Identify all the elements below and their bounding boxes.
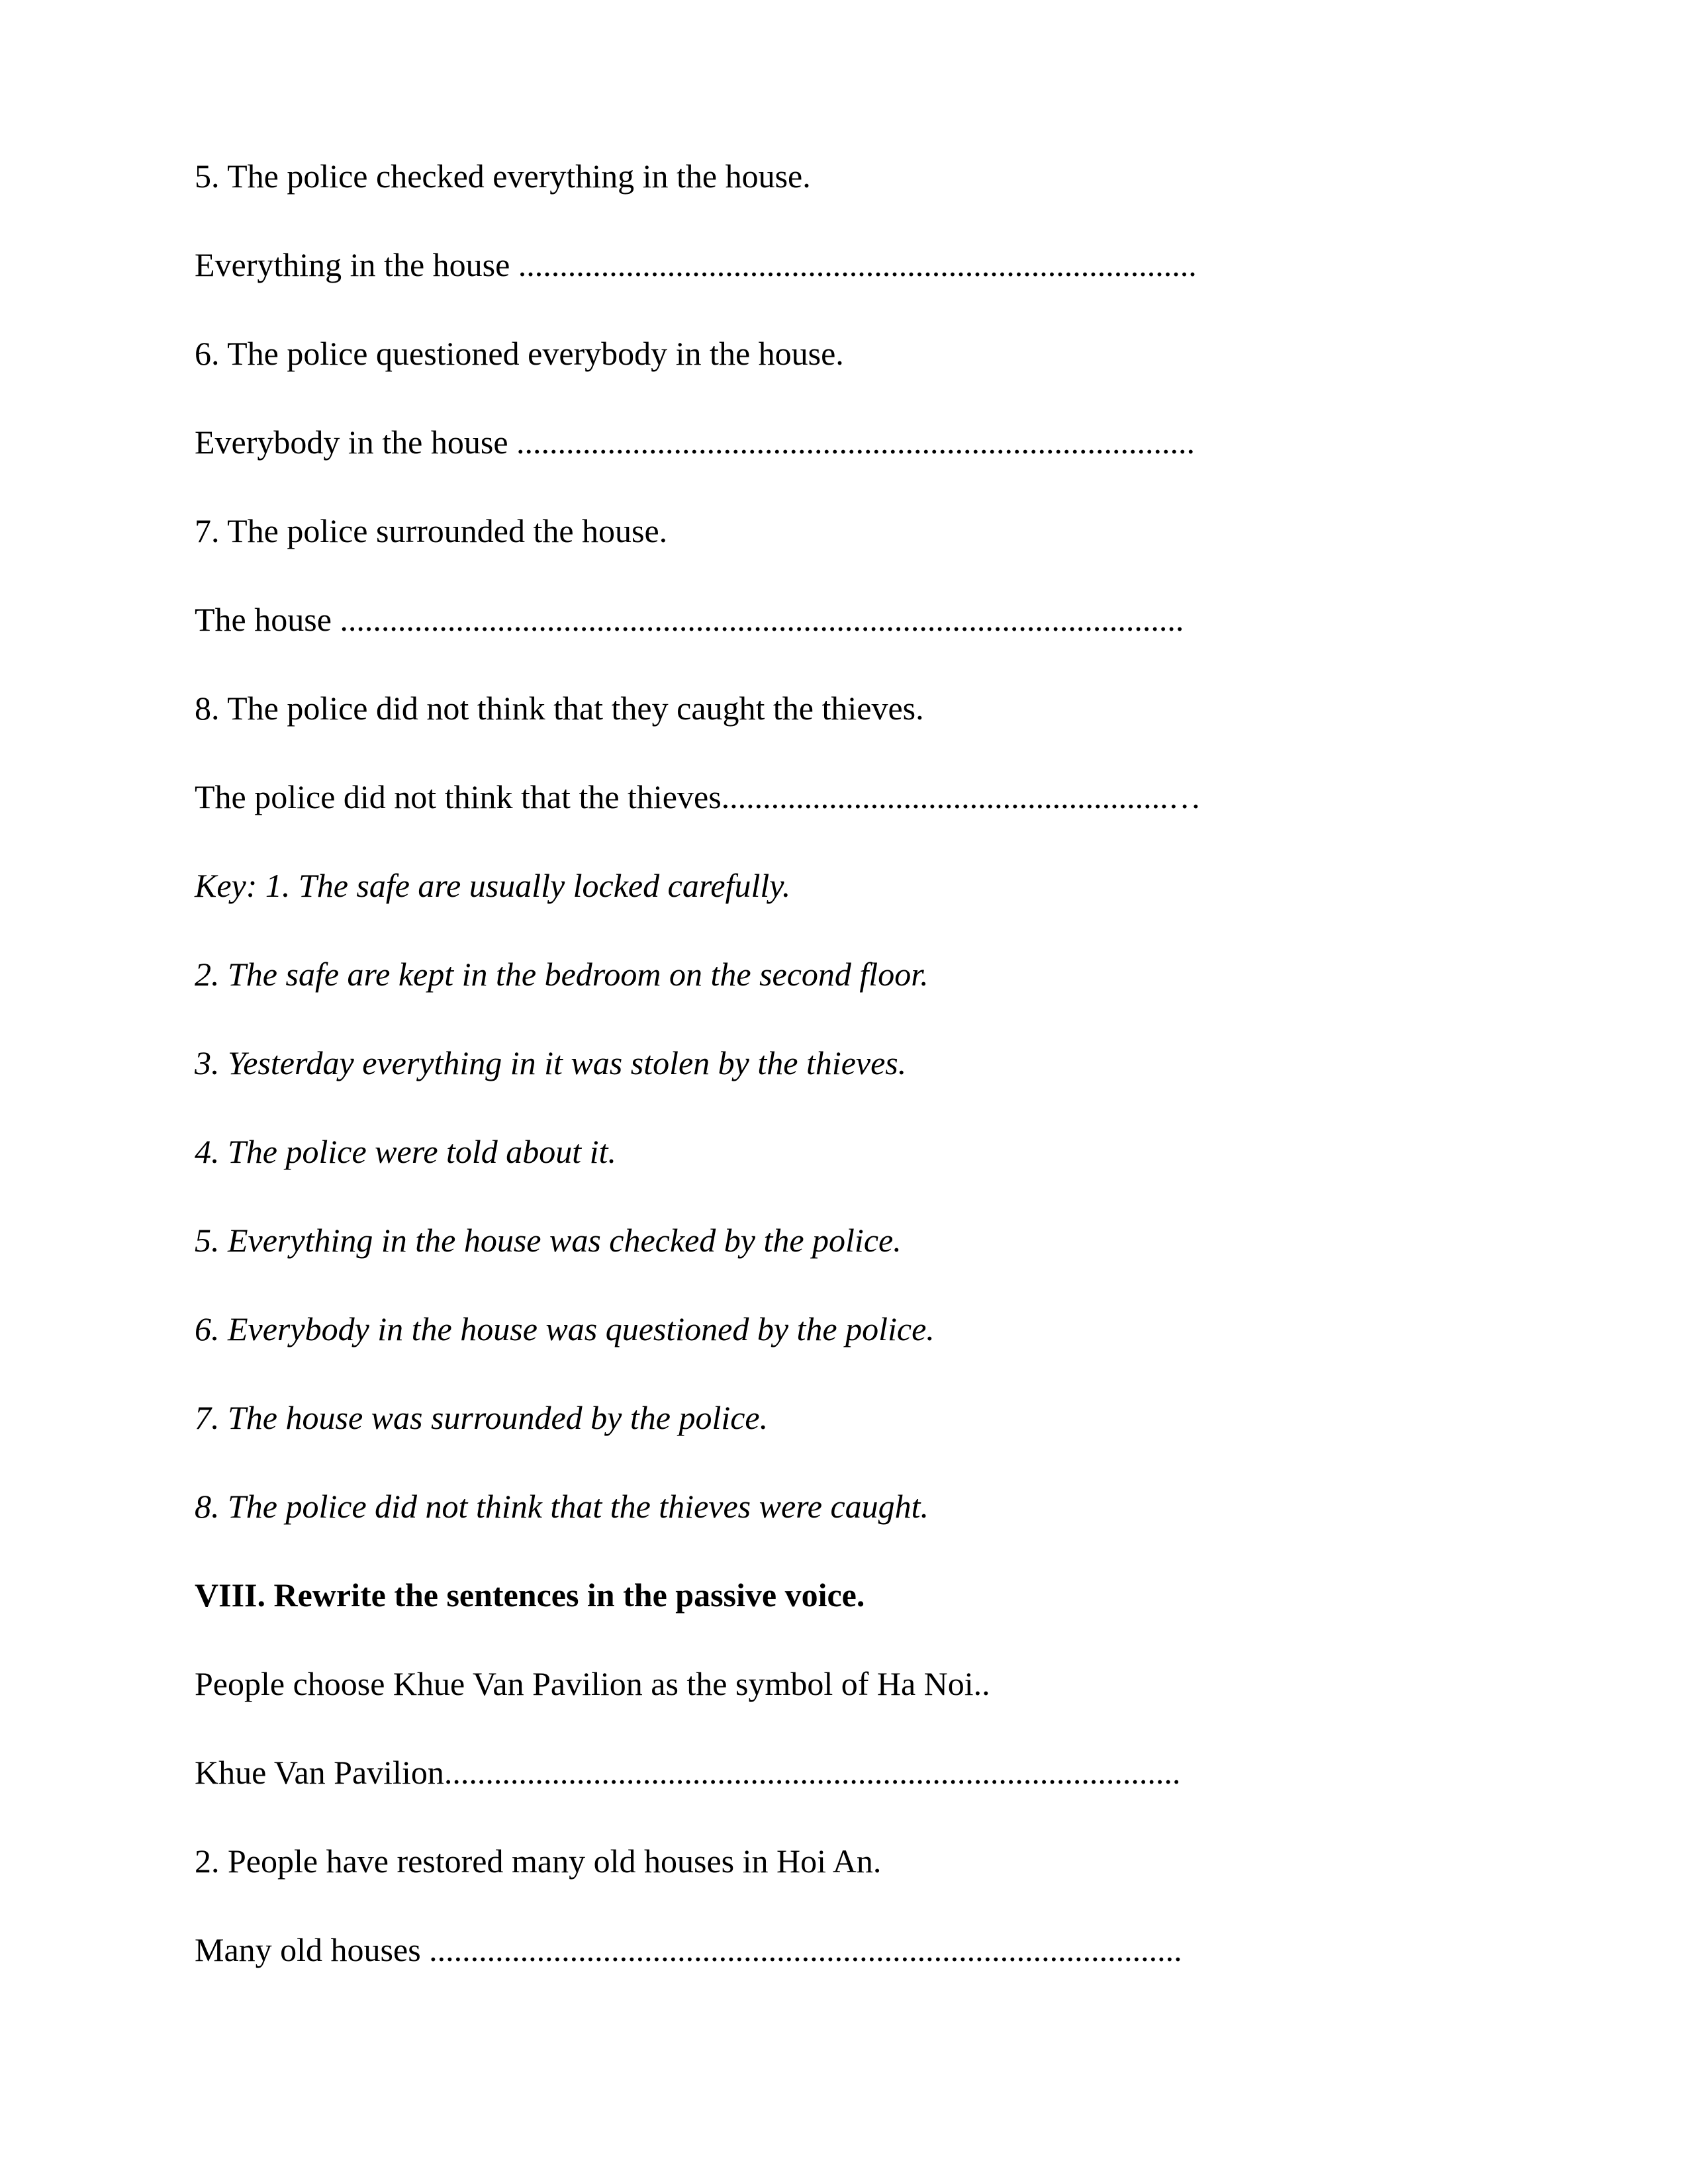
viii-answer-line-2: Many old houses ........................................................................................... bbox=[195, 1931, 1182, 1968]
answer-line-5: Everything in the house .................................................................................. bbox=[195, 246, 1197, 283]
question-8: 8. The police did not think that they caught the thieves. bbox=[195, 690, 924, 727]
answer-line-6: Everybody in the house .................................................................................. bbox=[195, 424, 1196, 461]
viii-answer-line-1: Khue Van Pavilion......................................................................................... bbox=[195, 1754, 1181, 1791]
question-7: 7. The police surrounded the house. bbox=[195, 512, 668, 549]
key-line-4: 4. The police were told about it. bbox=[195, 1133, 616, 1170]
key-line-6: 6. Everybody in the house was questioned by the police. bbox=[195, 1310, 935, 1347]
key-line-7: 7. The house was surrounded by the police. bbox=[195, 1399, 769, 1436]
key-line-2: 2. The safe are kept in the bedroom on the second floor. bbox=[195, 956, 929, 993]
section-heading-viii: VIII. Rewrite the sentences in the passive voice. bbox=[195, 1576, 865, 1614]
key-line-5: 5. Everything in the house was checked by the police. bbox=[195, 1222, 902, 1259]
question-6: 6. The police questioned everybody in the house. bbox=[195, 335, 844, 372]
question-5: 5. The police checked everything in the house. bbox=[195, 158, 811, 195]
viii-question-2: 2. People have restored many old houses in Hoi An. bbox=[195, 1843, 882, 1880]
viii-question-1: People choose Khue Van Pavilion as the symbol of Ha Noi.. bbox=[195, 1665, 990, 1702]
answer-line-7: The house ...................................................................................................... bbox=[195, 601, 1184, 638]
answer-line-8: The police did not think that the thieves......................................................… bbox=[195, 778, 1201, 815]
key-line-1: Key: 1. The safe are usually locked carefully. bbox=[195, 867, 791, 904]
key-line-8: 8. The police did not think that the thieves were caught. bbox=[195, 1488, 929, 1525]
key-line-3: 3. Yesterday everything in it was stolen by the thieves. bbox=[195, 1044, 907, 1081]
